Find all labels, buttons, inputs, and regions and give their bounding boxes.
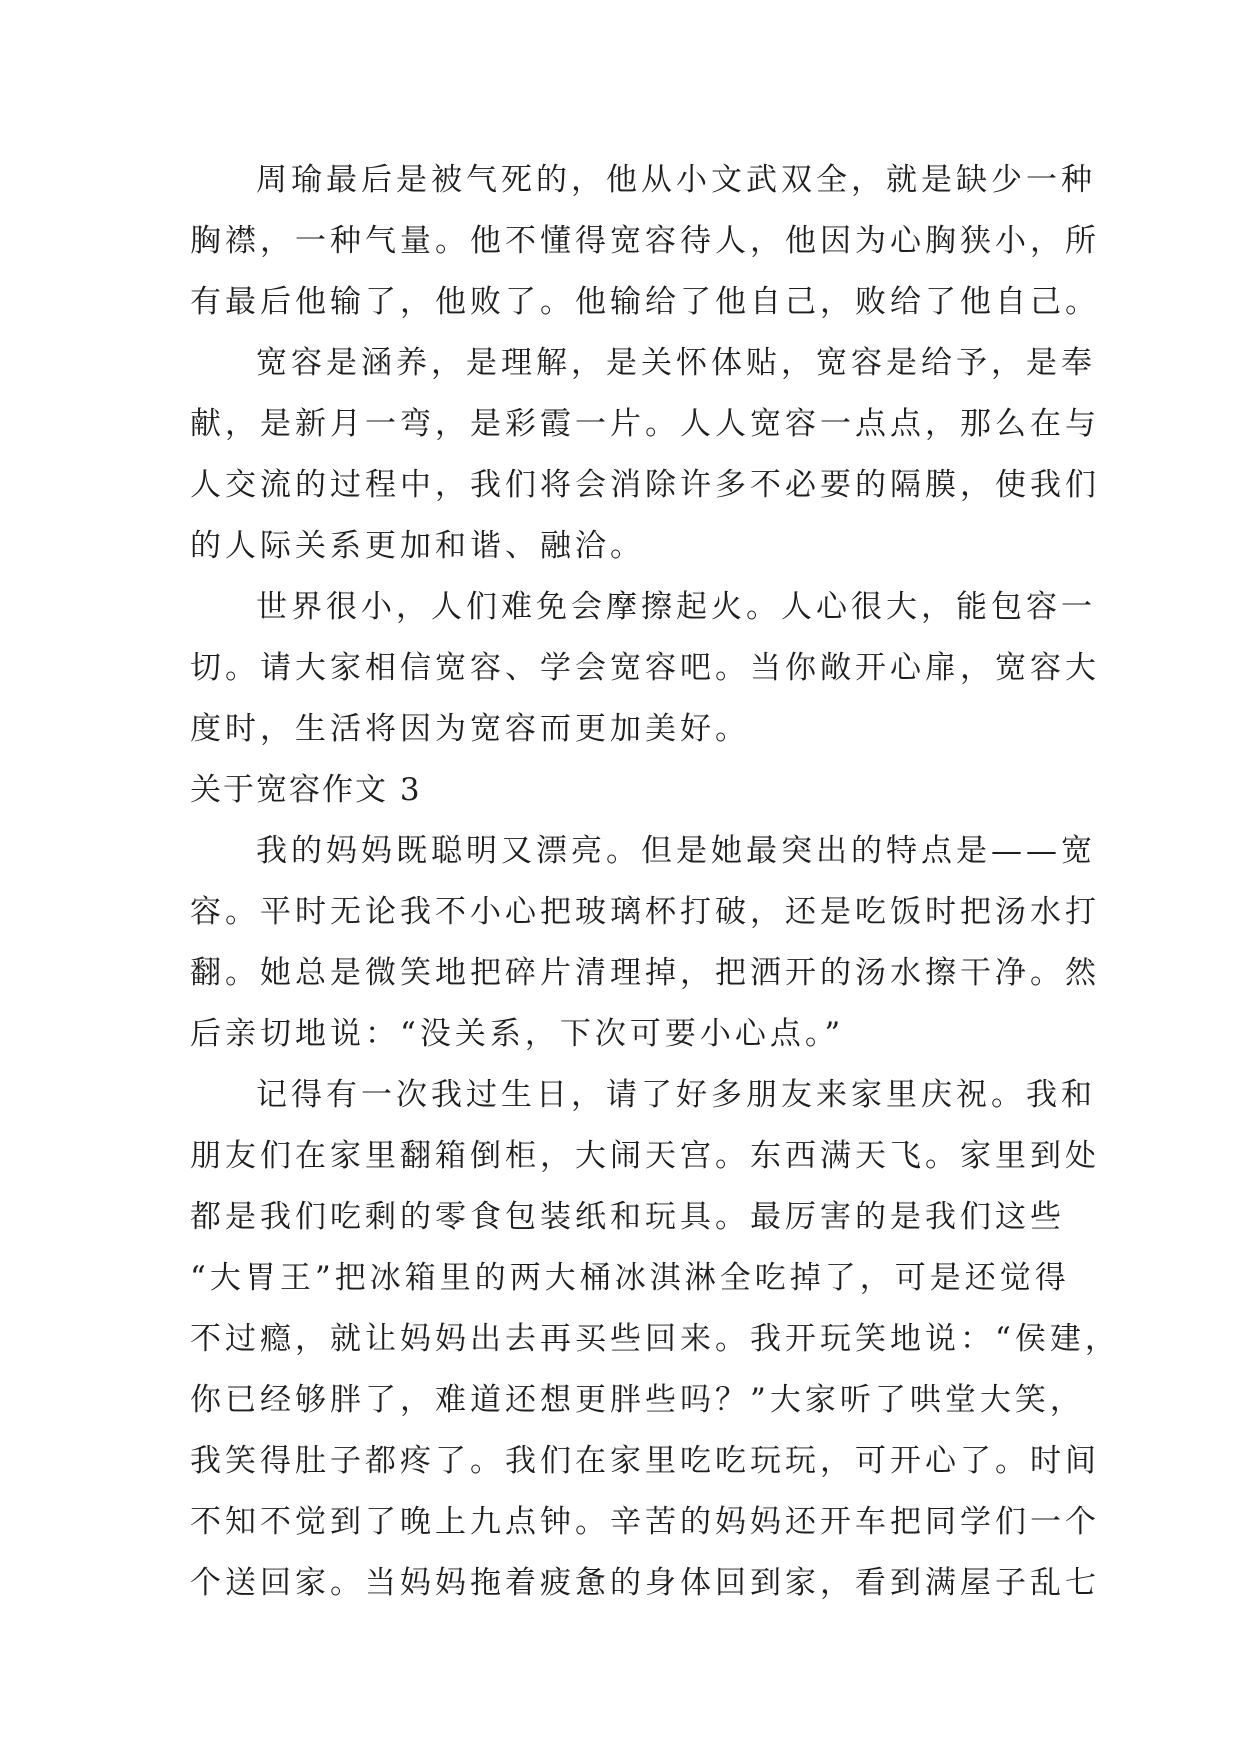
text-line: 我笑得肚子都疼了。我们在家里吃吃玩玩，可开心了。时间 — [190, 1443, 1100, 1479]
text-line: 人交流的过程中，我们将会消除许多不必要的隔膜，使我们 — [190, 467, 1100, 503]
text-line: 献，是新月一弯，是彩霞一片。人人宽容一点点，那么在与 — [190, 406, 1100, 442]
text-line: 翻。她总是微笑地把碎片清理掉，把洒开的汤水擦干净。然 — [190, 955, 1100, 991]
text-line: 都是我们吃剩的零食包装纸和玩具。最厉害的是我们这些 — [190, 1199, 1065, 1235]
text-line: 世界很小，人们难免会摩擦起火。人心很大，能包容一 — [256, 589, 1096, 625]
text-line: 度时，生活将因为宽容而更加美好。 — [190, 711, 750, 747]
text-line: 记得有一次我过生日，请了好多朋友来家里庆祝。我和 — [256, 1077, 1096, 1113]
text-line: 周瑜最后是被气死的，他从小文武双全，就是缺少一种 — [256, 162, 1096, 198]
text-line: 宽容是涵养，是理解，是关怀体贴，宽容是给予，是奉 — [256, 345, 1096, 381]
text-line: 不知不觉到了晚上九点钟。辛苦的妈妈还开车把同学们一个 — [190, 1504, 1100, 1540]
text-line: 我的妈妈既聪明又漂亮。但是她最突出的特点是——宽 — [256, 833, 1096, 869]
text-line: 朋友们在家里翻箱倒柜，大闹天宫。东西满天飞。家里到处 — [190, 1138, 1100, 1174]
text-line: 后亲切地说：“没关系，下次可要小心点。” — [190, 1016, 845, 1052]
document-body — [190, 150, 1120, 1614]
text-line: 你已经够胖了，难道还想更胖些吗？”大家听了哄堂大笑， — [190, 1382, 1085, 1418]
text-line: 的人际关系更加和谐、融洽。 — [190, 528, 645, 564]
text-line: 胸襟，一种气量。他不懂得宽容待人，他因为心胸狭小，所 — [190, 223, 1100, 259]
text-line: 容。平时无论我不小心把玻璃杯打破，还是吃饭时把汤水打 — [190, 894, 1100, 930]
section-heading: 关于宽容作文 3 — [190, 772, 422, 808]
text-line: 不过瘾，就让妈妈出去再买些回来。我开玩笑地说：“侯建， — [190, 1321, 1120, 1357]
text-line: 有最后他输了，他败了。他输给了他自己，败给了他自己。 — [190, 284, 1100, 320]
text-line: 个送回家。当妈妈拖着疲惫的身体回到家，看到满屋子乱七 — [190, 1565, 1100, 1601]
text-line: 切。请大家相信宽容、学会宽容吧。当你敞开心扉，宽容大 — [190, 650, 1100, 686]
text-line: “大胃王”把冰箱里的两大桶冰淇淋全吃掉了，可是还觉得 — [190, 1260, 1070, 1296]
